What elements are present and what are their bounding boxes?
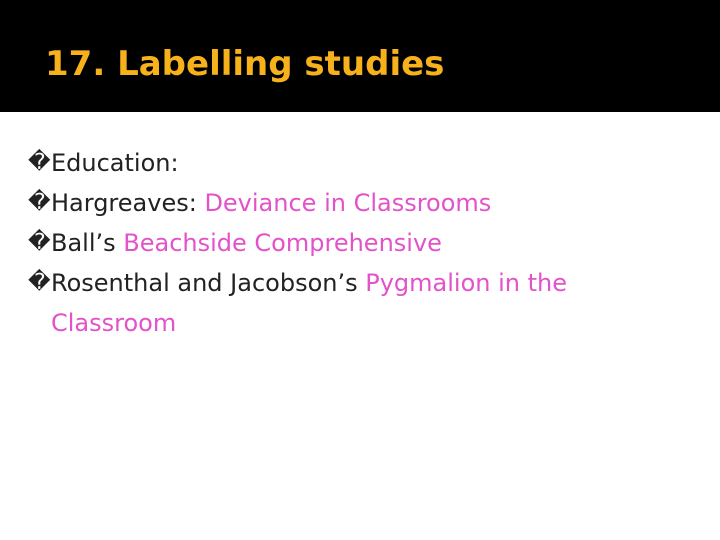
bullet-list xyxy=(28,143,688,343)
bullet-highlight: Beachside Comprehensive xyxy=(123,229,442,257)
bullet-icon: � xyxy=(28,230,51,255)
slide-title: 17. Labelling studies xyxy=(45,44,445,84)
bullet-text: Education: xyxy=(51,149,179,177)
bullet-icon: � xyxy=(28,150,51,175)
bullet-icon: � xyxy=(28,270,51,295)
bullet-highlight: Pygmalion in the Classroom xyxy=(51,269,567,337)
bullet-text: Ball’s xyxy=(51,229,124,257)
bullet-text: Hargreaves: xyxy=(51,189,205,217)
bullet-item-education xyxy=(28,143,688,183)
bullet-icon: � xyxy=(28,190,51,215)
title-bar xyxy=(0,0,720,112)
bullet-item-rosenthal-jacobson xyxy=(28,263,688,343)
bullet-text: Rosenthal and Jacobson’s xyxy=(51,269,366,297)
bullet-highlight: Deviance in Classrooms xyxy=(204,189,492,217)
bullet-item-ball xyxy=(28,223,688,263)
bullet-item-hargreaves xyxy=(28,183,688,223)
